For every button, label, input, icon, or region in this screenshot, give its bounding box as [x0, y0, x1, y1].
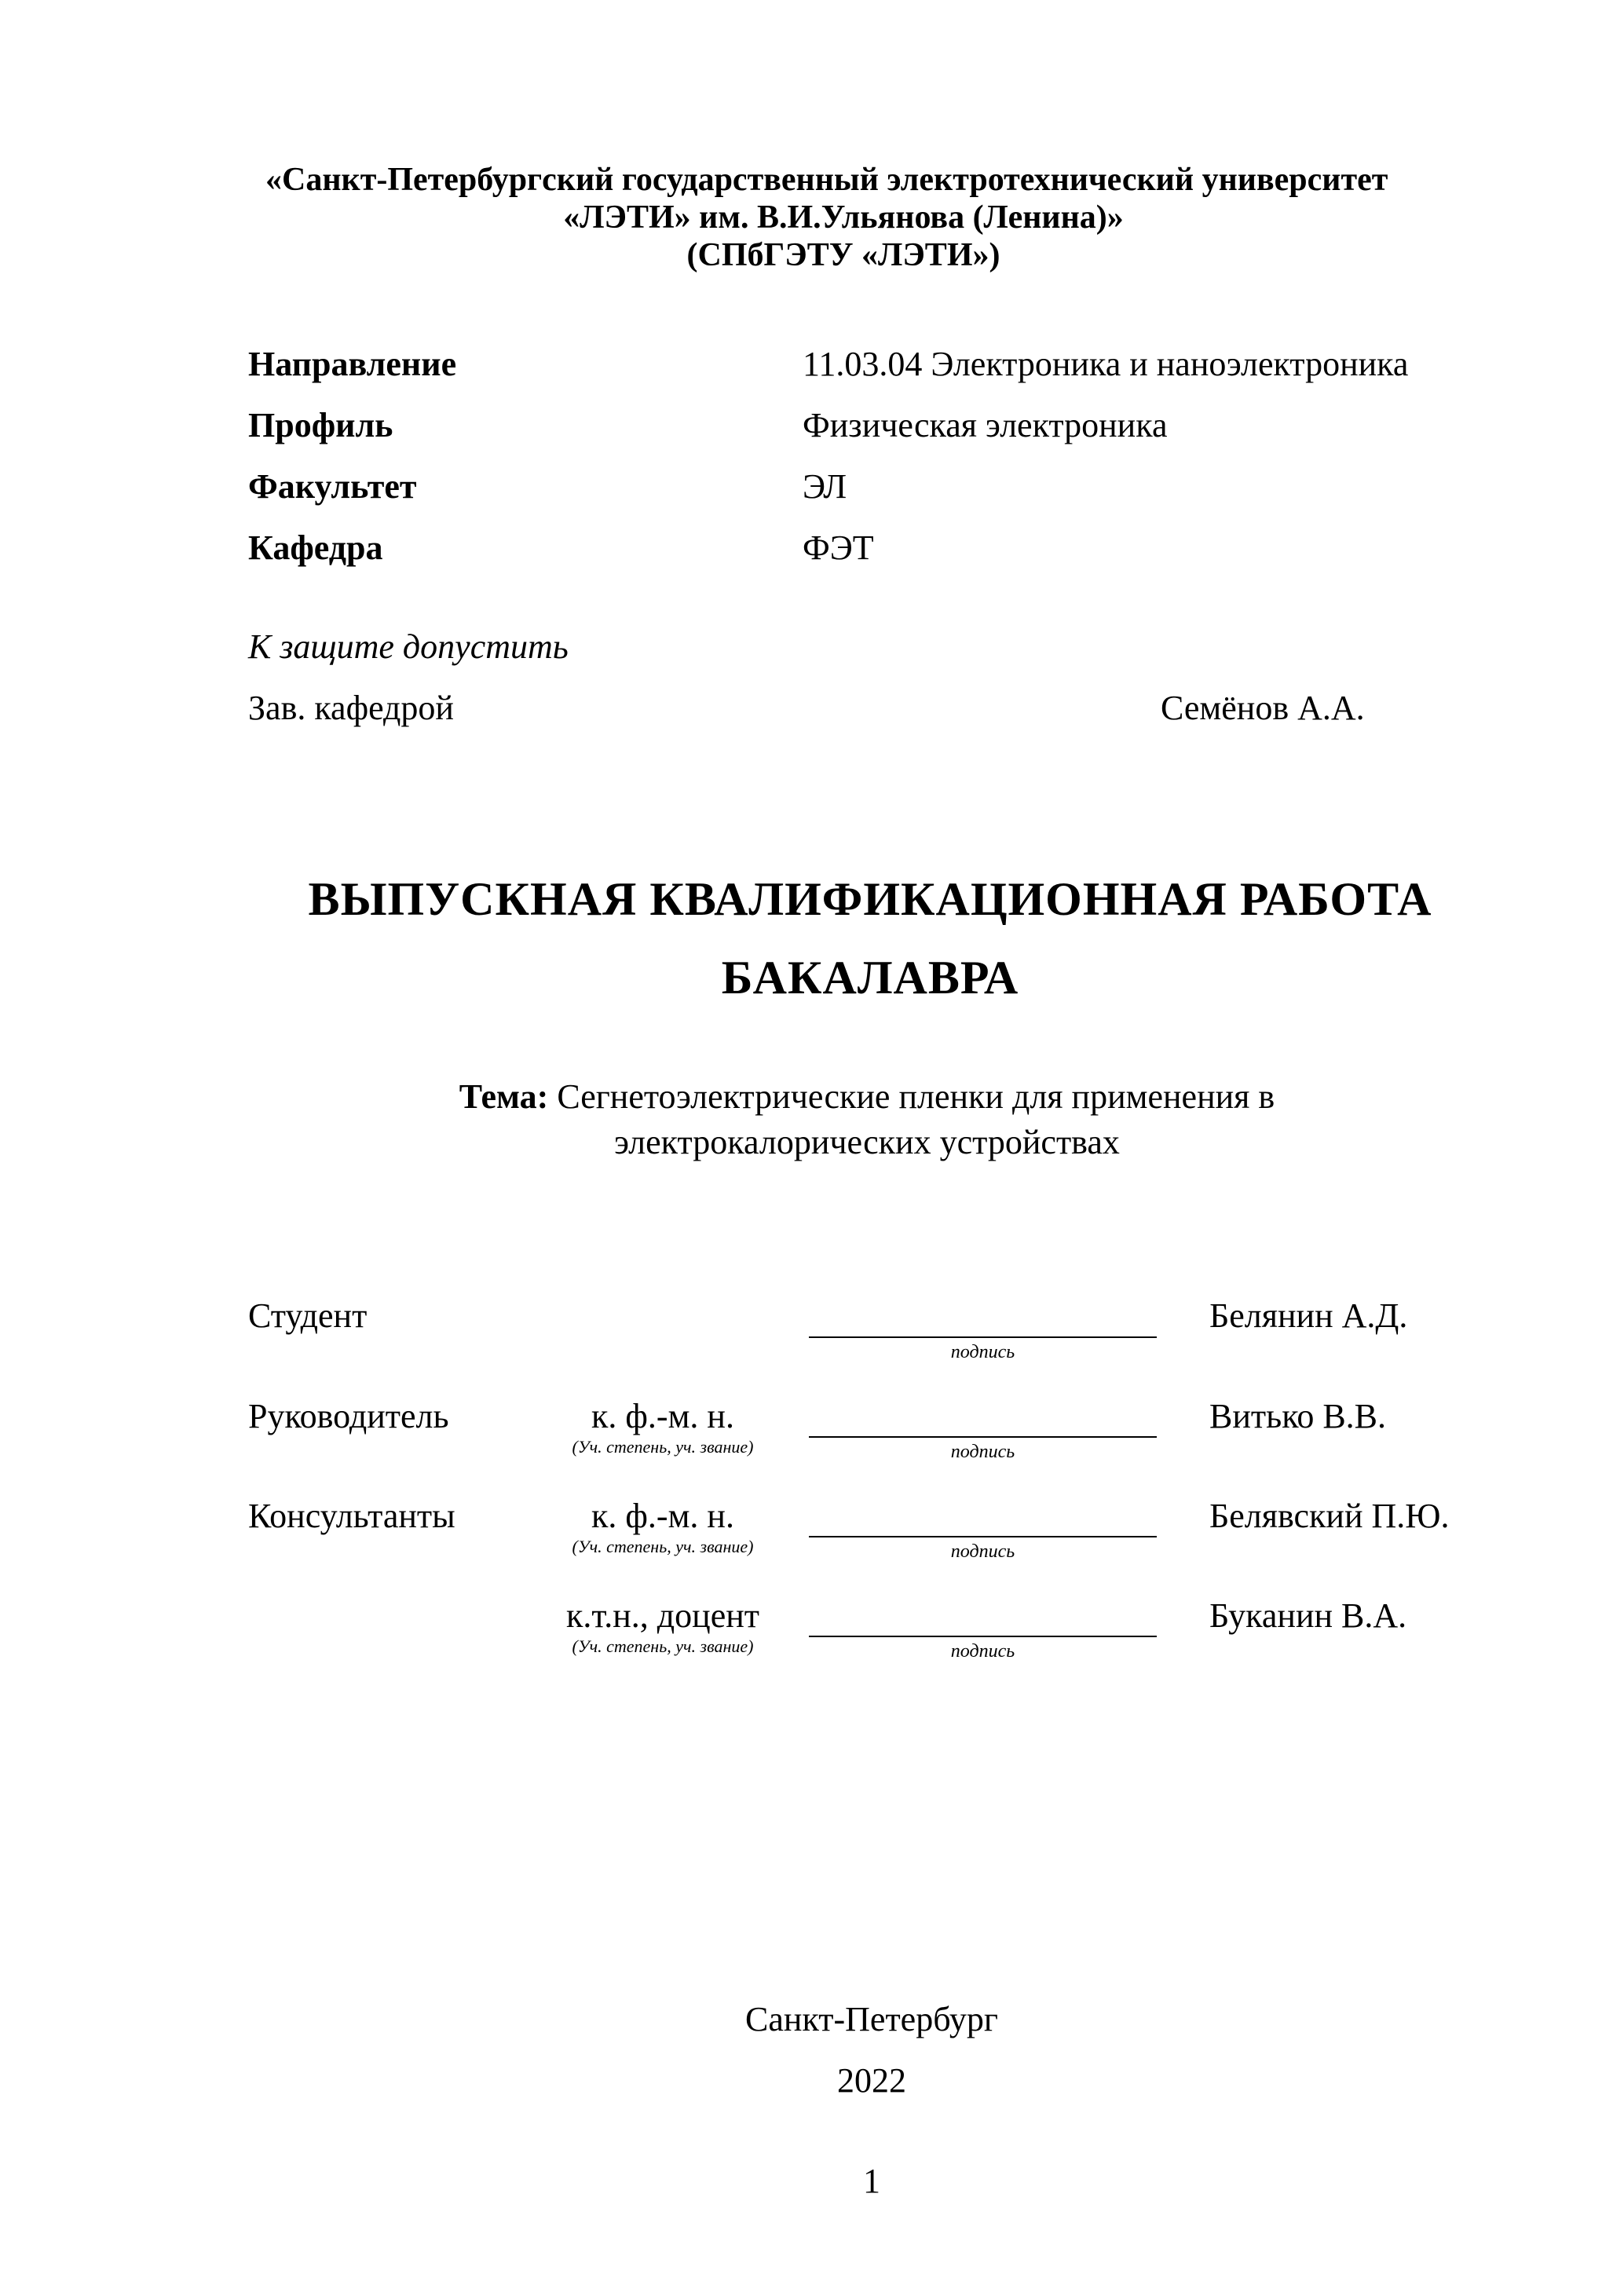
- footer-city: Санкт-Петербург: [745, 2000, 998, 2038]
- signature-role-student: Студент: [248, 1296, 368, 1335]
- info-value-faculty: ЭЛ: [803, 467, 847, 506]
- signature-degree-supervisor: к. ф.-м. н.: [591, 1397, 734, 1435]
- signature-degree-consultant-2: к.т.н., доцент: [565, 1596, 760, 1635]
- info-label-department: Кафедра: [248, 528, 383, 567]
- signature-name-supervisor: Витько В.В.: [1209, 1397, 1387, 1435]
- info-label-faculty: Факультет: [248, 467, 417, 506]
- signature-line-consultant-2: [809, 1636, 1157, 1637]
- university-line-3: (СПбГЭТУ «ЛЭТИ»): [686, 237, 1000, 273]
- university-line-2: «ЛЭТИ» им. В.И.Ульянова (Ленина)»: [563, 199, 1124, 236]
- signature-degree-caption-supervisor: (Уч. степень, уч. звание): [572, 1437, 754, 1457]
- signature-role-consultants: Консультанты: [248, 1497, 455, 1535]
- signature-role-supervisor: Руководитель: [248, 1397, 449, 1435]
- footer-year: 2022: [837, 2061, 906, 2100]
- info-value-department: ФЭТ: [803, 528, 874, 567]
- info-label-direction: Направление: [248, 345, 457, 383]
- thesis-title-line-2: БАКАЛАВРА: [721, 952, 1019, 1004]
- signature-degree-caption-consultant-1: (Уч. степень, уч. звание): [572, 1537, 754, 1556]
- signature-caption-consultant-2: подпись: [950, 1641, 1015, 1662]
- thesis-title-line-1: ВЫПУСКНАЯ КВАЛИФИКАЦИОННАЯ РАБОТА: [308, 873, 1432, 925]
- signature-line-supervisor: [809, 1436, 1157, 1438]
- signature-name-consultant-2: Буканин В.А.: [1209, 1596, 1407, 1635]
- signature-line-consultant-1: [809, 1536, 1157, 1537]
- signature-caption-consultant-1: подпись: [950, 1541, 1015, 1562]
- approval-name: Семёнов А.А.: [1161, 689, 1365, 727]
- info-label-profile: Профиль: [248, 406, 393, 444]
- info-value-profile: Физическая электроника: [803, 406, 1168, 444]
- page-number: 1: [863, 2162, 880, 2200]
- signature-line-student: [809, 1336, 1157, 1338]
- signature-caption-student: подпись: [950, 1342, 1015, 1362]
- signature-caption-supervisor: подпись: [950, 1442, 1015, 1462]
- signature-degree-caption-consultant-2: (Уч. степень, уч. звание): [572, 1636, 754, 1656]
- signature-degree-consultant-1: к. ф.-м. н.: [591, 1497, 734, 1535]
- approval-heading: К защите допустить: [248, 627, 569, 666]
- topic-text-line-1: Сегнетоэлектрические пленки для применения в: [557, 1077, 1275, 1116]
- university-line-1: «Санкт-Петербургский государственный электротехнический университет: [265, 162, 1388, 198]
- topic-label: Тема:: [459, 1077, 549, 1116]
- signature-name-student: Белянин А.Д.: [1209, 1296, 1408, 1335]
- approval-role: Зав. кафедрой: [248, 689, 454, 727]
- topic-line-2: электрокалорических устройствах: [614, 1123, 1120, 1161]
- info-value-direction: 11.03.04 Электроника и наноэлектроника: [803, 345, 1409, 383]
- signature-name-consultant-1: Белявский П.Ю.: [1209, 1497, 1450, 1535]
- topic-line-1: [55, 1074, 1624, 1120]
